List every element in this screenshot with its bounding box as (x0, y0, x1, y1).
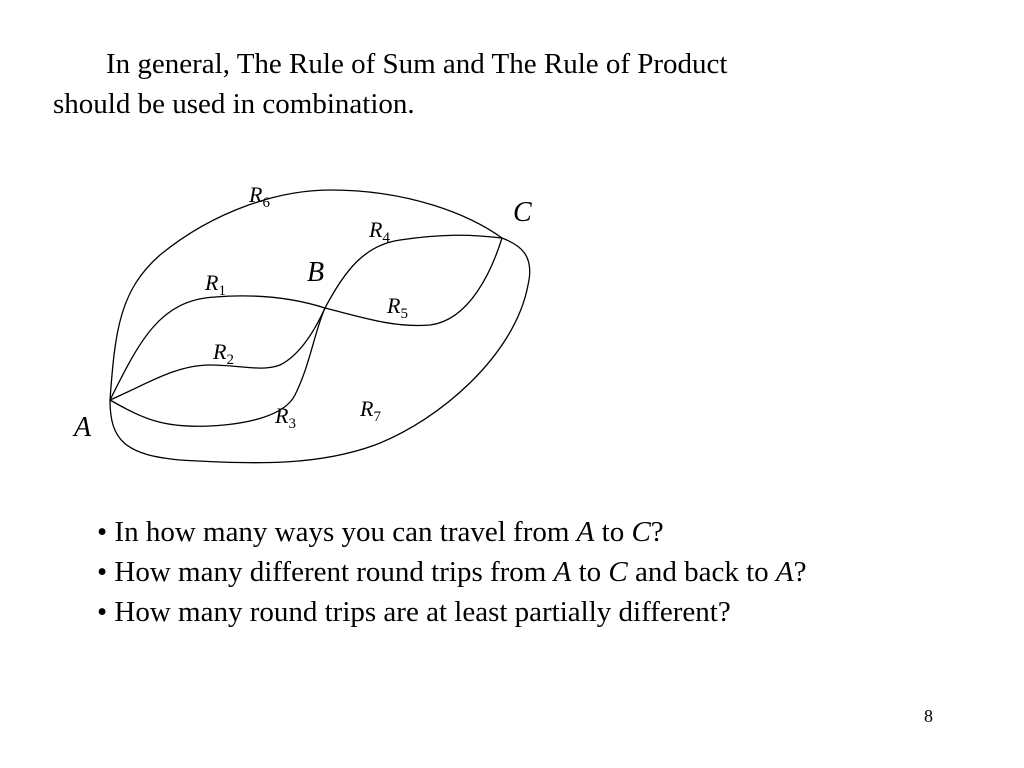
node-ref: C (608, 556, 628, 588)
route-r7-label (359, 396, 381, 425)
question-text: to (571, 556, 609, 588)
node-a-label: A (74, 412, 92, 443)
route-r4-letter: R (369, 217, 383, 242)
question-text: ? (650, 516, 664, 548)
node-ref: A (553, 556, 572, 588)
page-number: 8 (924, 706, 933, 726)
route-r6-sub: 6 (262, 195, 270, 211)
node-ref: A (576, 516, 595, 548)
question-text: How many round trips are at least partially different? (114, 596, 731, 628)
route-r4-curve (325, 235, 502, 308)
route-r5-curve (325, 238, 502, 326)
bullet: • (97, 556, 108, 588)
node-c-label: C (513, 197, 532, 228)
node-b-label: B (307, 257, 325, 288)
route-r3-label (274, 403, 296, 432)
route-r4-sub: 4 (382, 230, 390, 246)
route-r1-label (204, 270, 226, 299)
route-r6-letter: R (249, 182, 263, 207)
route-r2-letter: R (213, 339, 227, 364)
route-r6-label (248, 182, 270, 211)
question-text: ? (793, 556, 807, 588)
intro-line-1: In general, The Rule of Sum and The Rule of Product (106, 48, 728, 80)
route-r5-letter: R (387, 293, 401, 318)
route-r1-sub: 1 (218, 283, 226, 299)
bullet: • (97, 596, 108, 628)
route-r4-label (368, 217, 390, 246)
route-r7-sub: 7 (373, 409, 381, 425)
route-r3-curve (110, 308, 325, 426)
question-text: How many different round trips from (114, 556, 554, 588)
question-text: and back to (627, 556, 776, 588)
question-item-1 (97, 512, 807, 552)
route-r2-sub: 2 (226, 352, 234, 368)
route-r3-sub: 3 (288, 416, 296, 432)
node-ref: A (775, 556, 794, 588)
route-r2-label (212, 339, 234, 368)
question-item-3 (97, 592, 807, 632)
route-r1-letter: R (205, 270, 219, 295)
bullet: • (97, 516, 108, 548)
question-text: to (594, 516, 632, 548)
question-list (97, 512, 807, 632)
intro-line-2: should be used in combination. (53, 88, 415, 120)
route-r5-sub: 5 (400, 306, 408, 322)
question-item-2 (97, 552, 807, 592)
node-ref: C (631, 516, 651, 548)
question-text: In how many ways you can travel from (114, 516, 577, 548)
route-r3-letter: R (275, 403, 289, 428)
route-r5-label (386, 293, 408, 322)
route-r7-letter: R (360, 396, 374, 421)
